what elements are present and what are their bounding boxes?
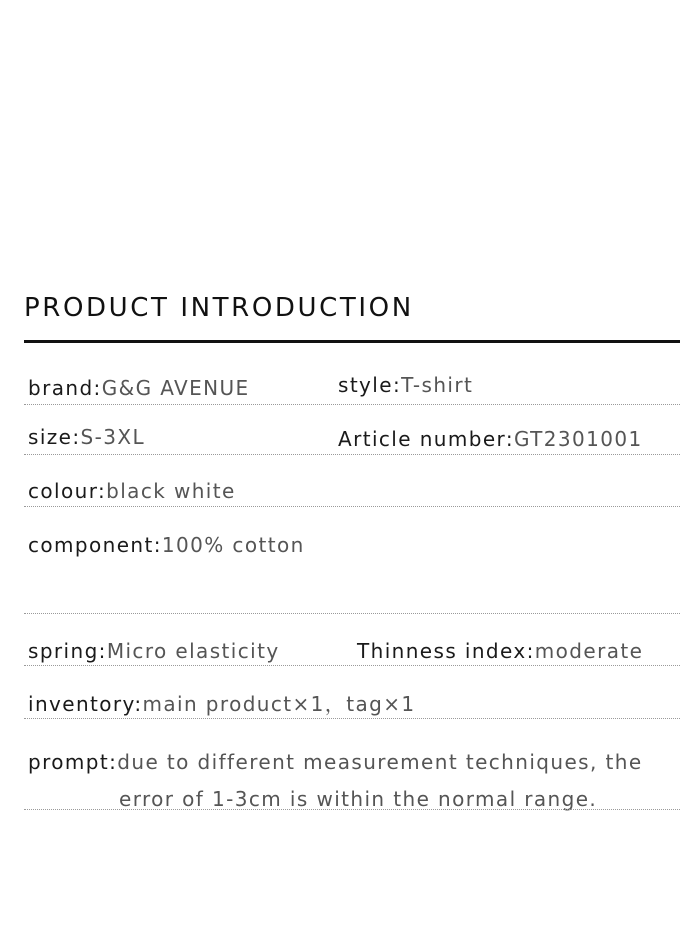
brand-field (28, 378, 250, 398)
colour-label: colour: (28, 479, 107, 503)
style-value: T-shirt (401, 373, 474, 397)
row-divider (24, 404, 680, 405)
row-divider (24, 613, 680, 614)
component-label: component: (28, 533, 162, 557)
section-title: PRODUCT INTRODUCTION (24, 293, 414, 323)
brand-label: brand: (28, 376, 102, 400)
inventory-label: inventory: (28, 692, 143, 716)
style-field (338, 375, 473, 395)
prompt-value-line2: error of 1-3cm is within the normal range. (119, 787, 598, 811)
prompt-field (28, 744, 668, 818)
colour-field (28, 481, 236, 501)
style-label: style: (338, 373, 402, 397)
article-label: Article number: (338, 427, 514, 451)
row-divider (24, 718, 680, 719)
spring-value: Micro elasticity (106, 639, 280, 663)
thinness-value: moderate (534, 639, 644, 663)
row-divider (24, 809, 680, 810)
size-field (28, 427, 145, 447)
inventory-field (28, 694, 415, 714)
size-value: S-3XL (80, 425, 146, 449)
size-label: size: (28, 425, 81, 449)
prompt-label: prompt: (28, 750, 118, 774)
article-field (338, 429, 643, 449)
row-divider (24, 454, 680, 455)
spring-label: spring: (28, 639, 107, 663)
title-divider (24, 340, 680, 343)
thinness-label: Thinness index: (357, 639, 535, 663)
component-field (28, 535, 305, 555)
inventory-value: main product×1，tag×1 (142, 692, 416, 716)
thinness-field (357, 641, 643, 661)
component-value: 100% cotton (161, 533, 305, 557)
colour-value: black white (106, 479, 236, 503)
prompt-value-line1: due to different measurement techniques, the (117, 750, 643, 774)
row-divider (24, 665, 680, 666)
article-value: GT2301001 (513, 427, 643, 451)
brand-value: G&G AVENUE (101, 376, 250, 400)
spring-field (28, 641, 280, 661)
row-divider (24, 506, 680, 507)
